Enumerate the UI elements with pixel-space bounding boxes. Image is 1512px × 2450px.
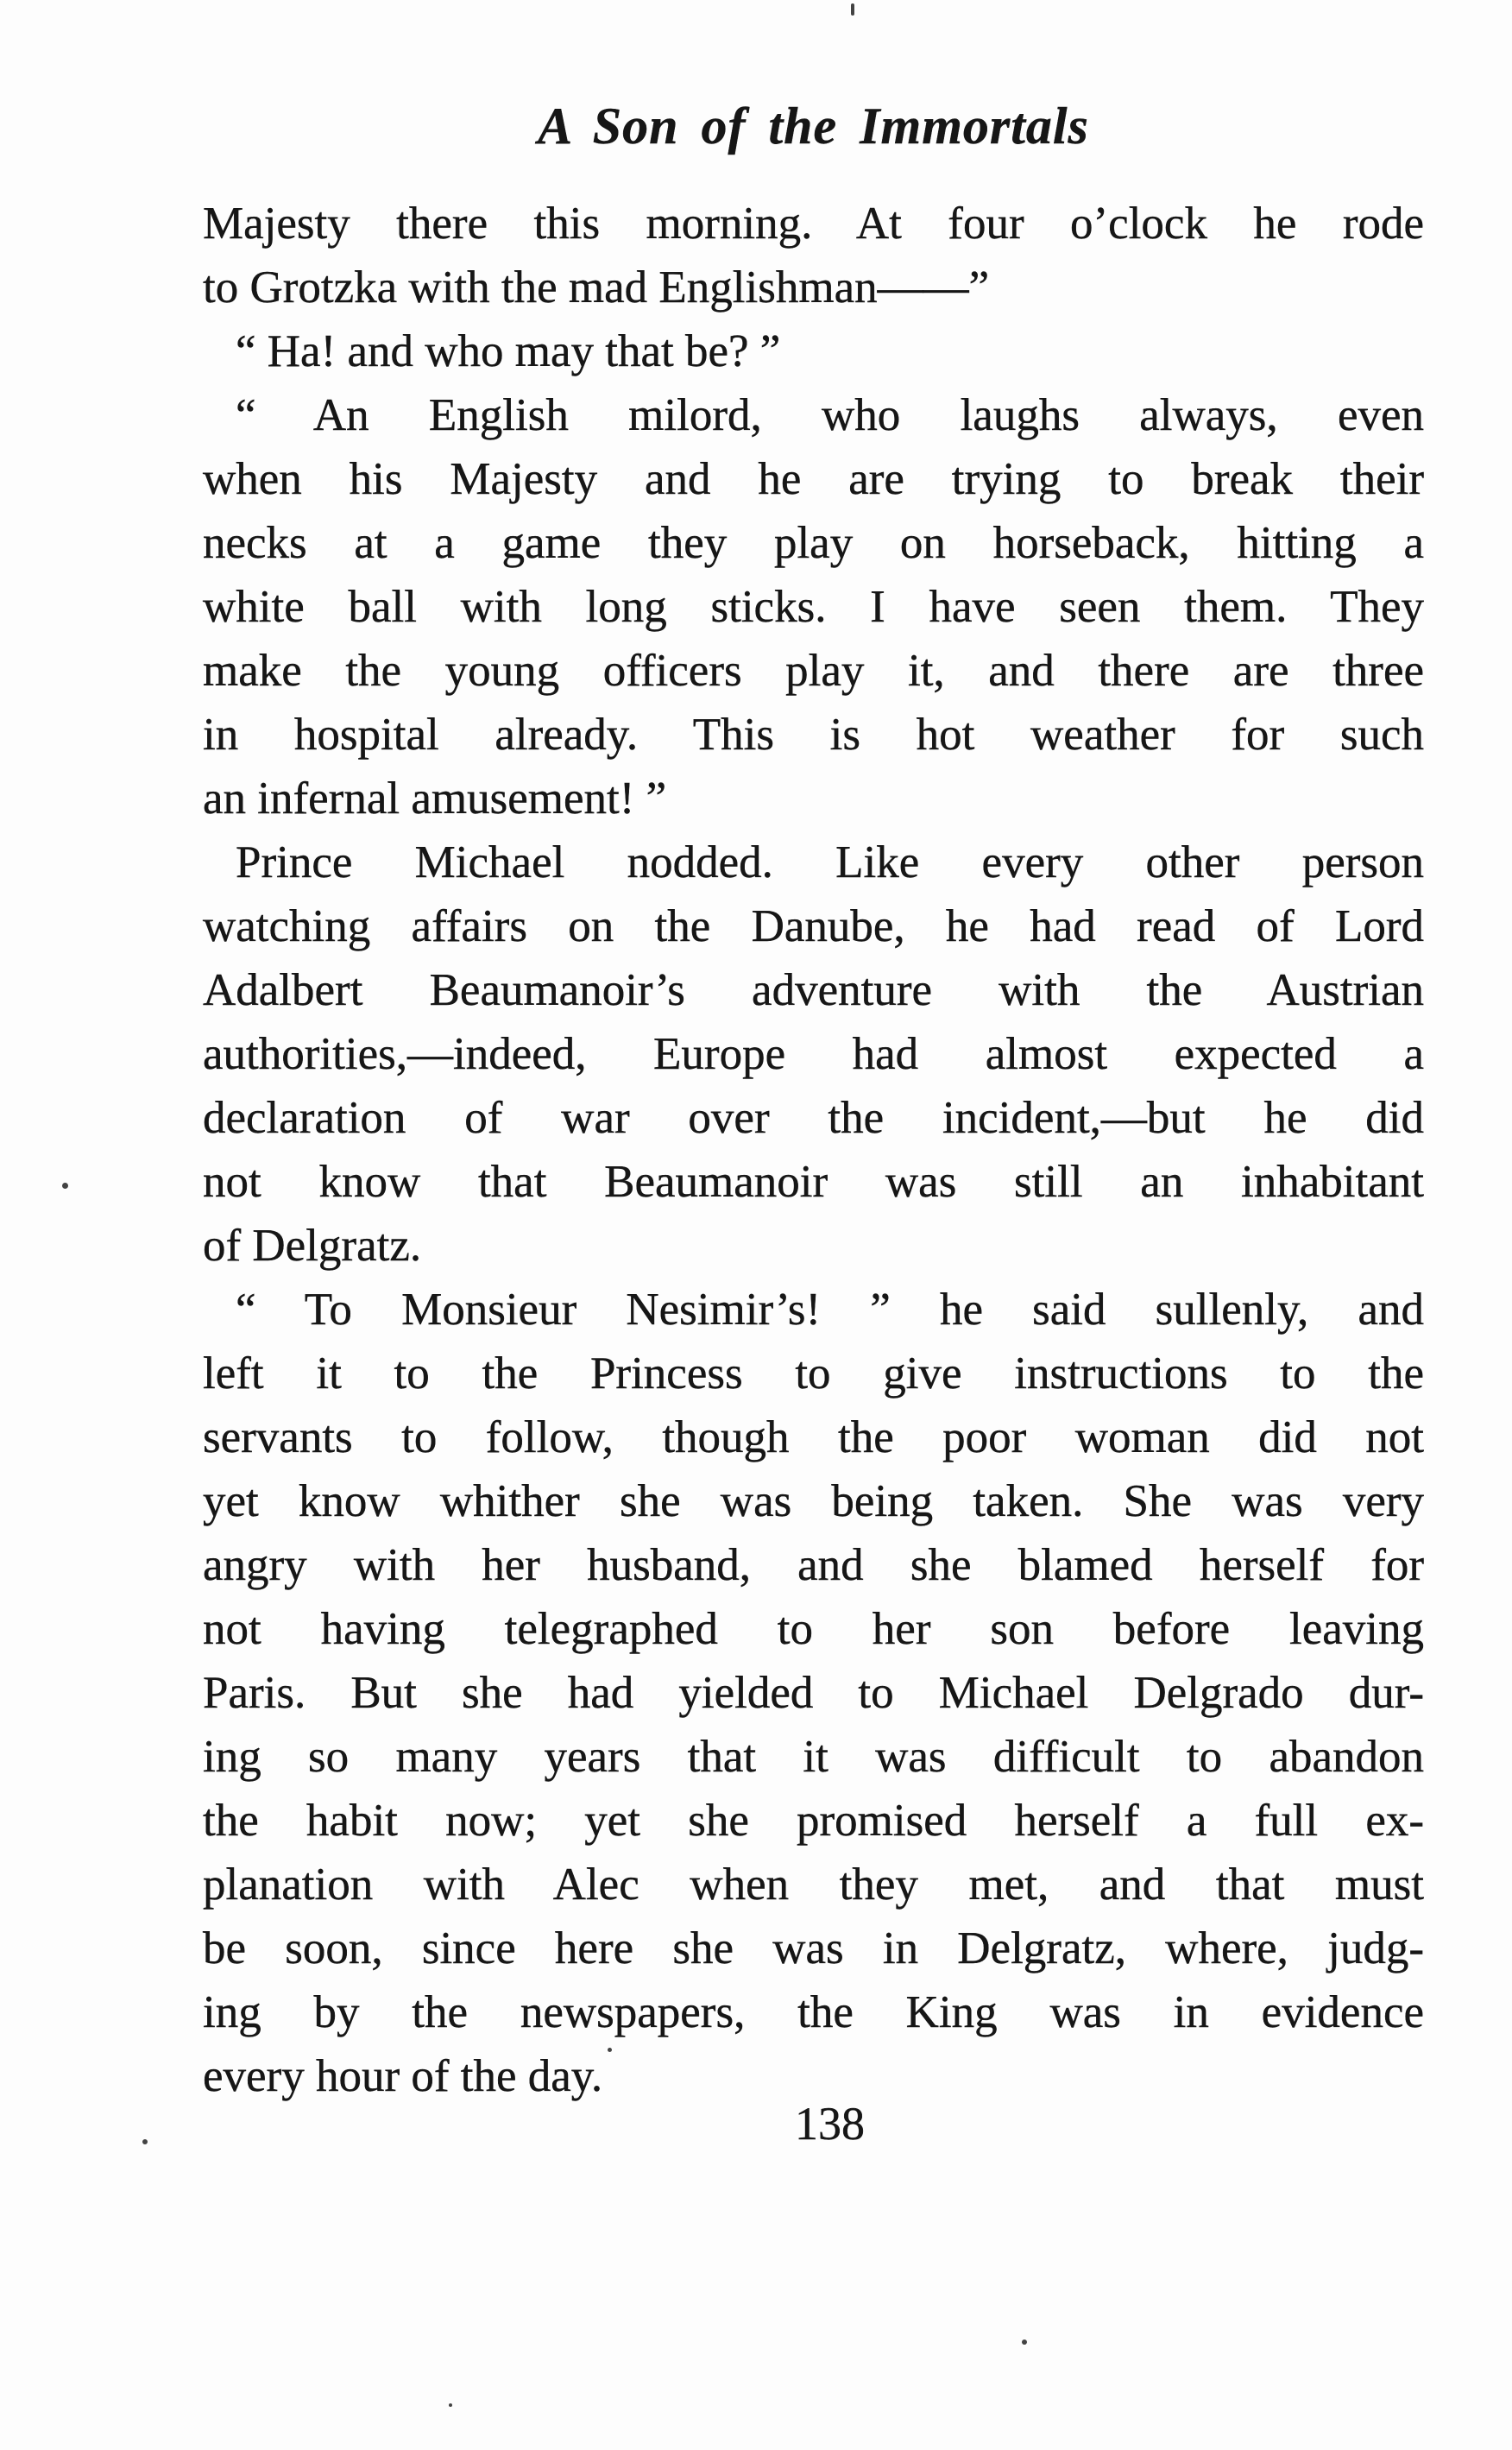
text-line: left it to the Princess to give instructions to the xyxy=(203,1348,1424,1399)
text-line: necks at a game they play on horseback, hitting a xyxy=(203,518,1424,568)
text-line: Paris. But she had yielded to Michael Delgrado dur- xyxy=(203,1668,1424,1718)
body-text xyxy=(203,192,1424,2108)
text-line: servants to follow, though the poor woman did not xyxy=(203,1412,1424,1462)
text-line: be soon, since here she was in Delgratz, where, judg- xyxy=(203,1923,1424,1973)
scan-speck xyxy=(1022,2339,1027,2345)
text-line: ing so many years that it was difficult to abandon xyxy=(203,1732,1424,1782)
text-line: white ball with long sticks. I have seen them. They xyxy=(203,582,1424,632)
text-line: Majesty there this morning. At four o’clock he rode xyxy=(203,199,1424,249)
scan-speck xyxy=(608,2048,612,2052)
text-line: to Grotzka with the mad Englishman——” xyxy=(203,262,990,313)
scan-speck xyxy=(851,3,854,16)
text-line: make the young officers play it, and there are three xyxy=(203,646,1424,696)
text-line: watching affairs on the Danube, he had read of Lord xyxy=(203,901,1424,951)
scan-speck xyxy=(142,2139,148,2144)
text-line: declaration of war over the incident,—but he did xyxy=(203,1093,1424,1143)
running-title: A Son of the Immortals xyxy=(538,98,1089,155)
text-line: “ An English milord, who laughs always, even xyxy=(236,390,1424,440)
text-line: authorities,—indeed, Europe had almost expected a xyxy=(203,1029,1424,1079)
scan-speck xyxy=(62,1183,68,1189)
text-line: the habit now; yet she promised herself a full ex- xyxy=(203,1796,1424,1846)
text-line: not know that Beaumanoir was still an inhabitant xyxy=(203,1157,1424,1207)
text-line: “ To Monsieur Nesimir’s! ” he said sullenly, and xyxy=(236,1285,1424,1335)
text-line: ing by the newspapers, the King was in evidence xyxy=(203,1987,1424,2037)
text-line: in hospital already. This is hot weather for such xyxy=(203,710,1424,760)
text-line: “ Ha! and who may that be? ” xyxy=(236,326,781,376)
text-line: planation with Alec when they met, and that must xyxy=(203,1860,1424,1910)
text-line: when his Majesty and he are trying to break their xyxy=(203,454,1424,504)
text-line: of Delgratz. xyxy=(203,1221,422,1271)
text-line: every hour of the day. xyxy=(203,2051,603,2101)
text-line: angry with her husband, and she blamed herself for xyxy=(203,1540,1424,1590)
text-line: yet know whither she was being taken. She was very xyxy=(203,1476,1424,1526)
text-line: not having telegraphed to her son before leaving xyxy=(203,1604,1424,1654)
text-line: Adalbert Beaumanoir’s adventure with the Austrian xyxy=(203,965,1424,1015)
text-line: an infernal amusement! ” xyxy=(203,774,667,824)
scan-speck xyxy=(449,2403,452,2407)
page-number: 138 xyxy=(795,2098,865,2150)
text-line: Prince Michael nodded. Like every other person xyxy=(236,837,1424,887)
